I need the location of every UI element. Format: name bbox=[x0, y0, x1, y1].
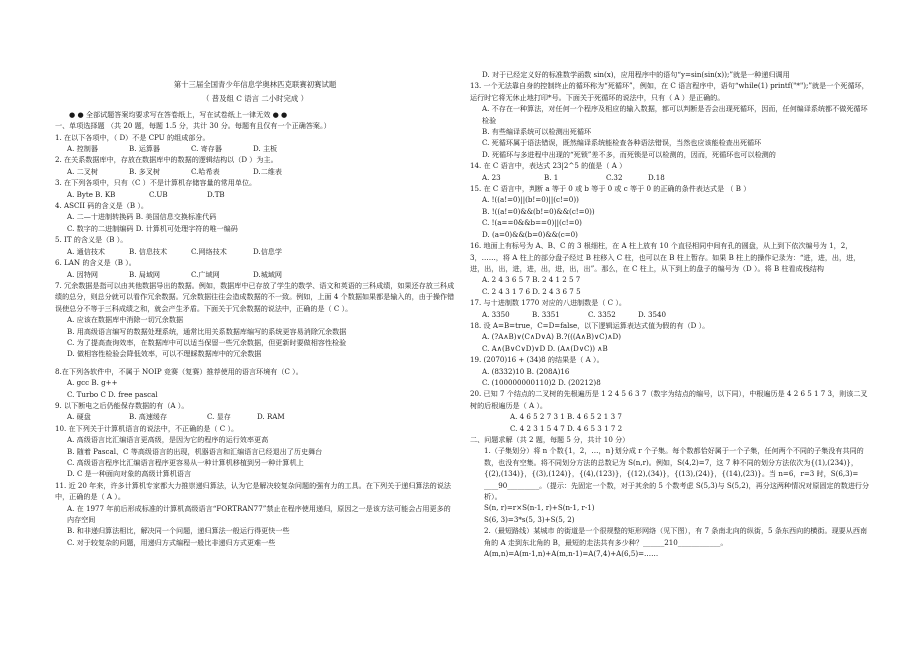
q3-options bbox=[55, 189, 455, 200]
q8-line-1: A. gcc B. g++ bbox=[67, 378, 118, 388]
q19-line-2: C. (100000000110)2 D. (20212)8 bbox=[482, 377, 601, 387]
q9-stem: 9. 以下断电之后仍能保存数据的有（A ）。 bbox=[55, 400, 189, 410]
q1-option-a: A. 控制器 bbox=[67, 144, 98, 154]
q17-options bbox=[470, 309, 870, 320]
q4-line-2: C. 数字的二进制编码 D. 计算机可处理字符的唯一编码 bbox=[67, 223, 238, 233]
q1-option-c: C. 寄存器 bbox=[191, 144, 222, 154]
q13-line-c: C. 死循环属于语法错误，既然编译系统能检查各种语法错误，当然也应该能检查出死循环 bbox=[482, 138, 762, 148]
q6-option-a: A. 因特网 bbox=[67, 269, 98, 279]
q14-option-d: D.18 bbox=[648, 172, 665, 182]
q17-option-b: B. 3351 bbox=[532, 309, 560, 319]
q17-stem: 17. 与十进制数 1770 对应的八进制数是（ C ）。 bbox=[470, 298, 626, 308]
left-column bbox=[55, 79, 455, 548]
q1-stem: 1. 在以下各项中，（ D）不是 CPU 的组成部分。 bbox=[55, 132, 210, 142]
q18-stem: 18. 设 A=B=true，C=D=false，以下逻辑运算表达式值为假的有（D ）。 bbox=[470, 320, 710, 330]
q5-options bbox=[55, 246, 455, 257]
q14-option-a: A. 23 bbox=[482, 172, 501, 182]
section2-heading: 二、问题求解（共 2 题，每题 5 分，共计 10 分） bbox=[470, 435, 630, 444]
q13-line-b: B. 有些编译系统可以检测出死循环 bbox=[482, 127, 592, 137]
q13-stem: 13. 一个无法靠自身的控制终止的循环称为“死循环”，例如，在 C 语言程序中，语句“while(1) printf("*");”就是一个死循环，运行时它将无休止地打印*号。下面关于死循环的说法中，只有（ A ）是正确的。 bbox=[470, 81, 869, 102]
problem2-text: 2.（最短路线）某城市 的街道是一个很规整的矩形网络（见下图），有 7 条南北向的纵街，5 条东西向的横街。现要从西南角的 A 走到东北角的 B，最短的走法共有多少种？______210____________。 bbox=[484, 526, 868, 547]
q13-line-d: D. 死循环与多进程中出现的“死锁”差不多，而死锁是可以检测的，因而，死循环也可以检测的 bbox=[482, 149, 776, 159]
q9-option-c: C. 显存 bbox=[207, 412, 231, 422]
q3-option-d: D.TB bbox=[207, 189, 225, 199]
q2-option-a: A. 二叉树 bbox=[67, 166, 98, 176]
problem2-formula: A(m,n)=A(m-1,n)+A(m,n-1)=A(7,4)+A(6,5)=…… bbox=[484, 549, 659, 559]
q8-line-2: C. Turbo C D. free pascal bbox=[67, 389, 158, 399]
q14-option-c: C.32 bbox=[606, 172, 623, 182]
problem1-text: 1.（子集划分）将 n 个数{1，2，…，n}划分成 r 个子集。每个数都恰好属于一个子集，任何两个不同的子集没有共同的数，也没有空集。将不同划分方法的总数记为 S(n,r)。例如，S(4,2)=7，这 7 种不同的划分方法依次为{(1),(234)}，{(2),(134)}，{(3),(124)}，{(4),(123)}，{(12),(34)}，{(13),(24)}，{(14),(23)}。当 n=6，r=3 时，S(6,3)= ____90_________。（提示：先固定一个数，对于其余的 5 个数考虑 S(5,3)与 S(5,2)，再分这两种情况对原固定的数进行分析）。 bbox=[484, 446, 870, 502]
q14-options bbox=[470, 172, 870, 183]
problem1-formula-1: S(n, r)=r×S(n-1, r)+S(n-1, r-1) bbox=[484, 503, 595, 513]
q20-line-1: A. 4 6 5 2 7 3 1 B. 4 6 5 2 1 3 7 bbox=[510, 412, 622, 422]
q4-line-1: A. 二—十进制转换码 B. 美国信息交换标准代码 bbox=[67, 212, 217, 222]
q14-stem: 14. 在 C 语言中，表达式 23|2^5 的值是（ A ） bbox=[470, 161, 627, 171]
q16-line-2: C. 2 4 3 1 7 6 D. 2 4 3 6 7 5 bbox=[482, 286, 581, 296]
q10-line-c: C. 高级语言程序比汇编语言程序更容易从一种计算机移植到另一种计算机上 bbox=[67, 458, 304, 467]
q3-option-c: C.UB bbox=[149, 189, 168, 199]
q13-line-a: A. 不存在一种算法，对任何一个程序及相应的输入数据，都可以判断是否会出现死循环，因而，任何编译系统都不做死循环检验 bbox=[482, 104, 868, 125]
q19-line-1: A. (8332)10 B. (208A)16 bbox=[482, 366, 570, 376]
q5-option-c: C.网络技术 bbox=[191, 246, 227, 256]
q5-option-b: B. 信息技术 bbox=[129, 246, 168, 256]
q1-option-d: D. 主板 bbox=[253, 144, 278, 154]
q15-line-a: A. !((a!=0)||(b!=0)||(c!=0)) bbox=[482, 195, 579, 205]
q3-stem: 3. 在下列各项中，只有（C ）不是计算机存储容量的常用单位。 bbox=[55, 178, 257, 188]
q17-option-a: A. 3350 bbox=[482, 309, 510, 319]
q17-option-d: D. 3540 bbox=[638, 309, 666, 319]
q6-option-c: C.广域网 bbox=[191, 269, 220, 279]
q7-line-b: B. 用高级语言编写的数据处理系统，通常比用关系数据库编写的系统更容易消除冗余数据 bbox=[67, 326, 347, 336]
q6-option-d: D.城域网 bbox=[253, 269, 282, 279]
q16-line-1: A. 2 4 3 6 5 7 B. 2 4 1 2 5 7 bbox=[482, 275, 581, 285]
q6-stem: 6. LAN 的含义是（B ）。 bbox=[55, 258, 136, 268]
q11-stem: 11. 近 20 年来，许多计算机专家都大力推崇递归算法，认为它是解决较复杂问题的强有力的工具。在下列关于递归算法的说法中，正确的是（ A ）。 bbox=[55, 480, 451, 502]
q2-stem: 2. 在关系数据库中，存放在数据库中的数据的逻辑结构以（D ）为主。 bbox=[55, 155, 278, 165]
q2-option-b: B. 多叉树 bbox=[129, 166, 161, 176]
q10-line-d: D. C 是一种面向对象的高级计算机语言 bbox=[67, 469, 192, 479]
q5-option-d: D.信息学 bbox=[253, 246, 282, 256]
q4-stem: 4. ASCII 码的含义是（B ）。 bbox=[55, 201, 148, 211]
q3-option-ab: A. Byte B. KB bbox=[67, 189, 116, 199]
exam-notice: ● ● 全部试题答案均要求写在答卷纸上，写在试卷纸上一律无效 ● ● bbox=[69, 109, 288, 119]
q7-line-a: A. 应该在数据库中消除一切冗余数据 bbox=[67, 315, 184, 325]
q2-option-c: C.哈希表 bbox=[191, 166, 220, 176]
q7-stem: 7. 冗余数据是指可以由其他数据导出的数据。例如，数据库中已存放了学生的数学、语文和英语的三科成绩，如果还存放三科成绩的总分，则总分就可以看作冗余数据。冗余数据往往会造成数据的不一致。例如，上面 4 个数据如果都是输入的，由于操作错误使总分不等于三科成绩之和，就会产生矛盾。下面关于冗余数据的说法中，正确的是（ C ）。 bbox=[55, 280, 455, 313]
q15-line-d: D. (a=0)&&(b=0)&&(c=0) bbox=[482, 229, 578, 239]
exam-title: 第十三届全国青少年信息学奥林匹克联赛初赛试题 bbox=[173, 80, 337, 89]
q5-option-a: A. 通信技术 bbox=[67, 246, 106, 256]
q10-line-a: A. 高级语言比汇编语言更高级，是因为它的程序的运行效率更高 bbox=[67, 435, 269, 445]
q1-options bbox=[55, 143, 455, 154]
q10-line-b: B. 随着 Pascal、C 等高级语言的出现，机器语言和汇编语言已经退出了历史舞台 bbox=[67, 446, 323, 456]
q5-stem: 5. IT 的含义是（B ）。 bbox=[55, 235, 128, 245]
q11-line-a: A. 在 1977 年前后形成标准的计算机高级语言“FORTRAN77”禁止在程序使用递归，原因之一是该方法可能会占用更多的内存空间 bbox=[67, 503, 451, 525]
q11-line-d: D. 对于已经定义好的标准数学函数 sin(x)，应用程序中的语句“y=sin(sin(x));”就是一种递归调用 bbox=[482, 70, 790, 79]
q1-option-b: B. 运算器 bbox=[129, 144, 161, 154]
q2-options bbox=[55, 166, 455, 177]
q11-line-b: B. 和非递归算法相比，解决同一个问题，递归算法一般运行得更快一些 bbox=[67, 526, 290, 536]
q10-stem: 10. 在下列关于计算机语言的说法中，不正确的是（ C ）。 bbox=[55, 423, 239, 433]
q17-option-c: C. 3352 bbox=[588, 309, 616, 319]
q18-line-1: A. (?A∧B)∨(C∧D∨A) B.?(((A∧B)∨C)∧D) bbox=[482, 332, 622, 342]
q14-option-b: B. 1 bbox=[544, 172, 559, 182]
q11-line-c: C. 对于较复杂的问题，用递归方式编程一般比非递归方式更难一些 bbox=[67, 537, 276, 547]
q9-options bbox=[55, 411, 455, 422]
q9-option-d: D. RAM bbox=[257, 412, 285, 422]
q7-line-c: C. 为了提高查询效率，在数据库中可以适当保留一些冗余数据，但更新时要做相容性检验 bbox=[67, 337, 347, 347]
q20-stem: 20. 已知 7 个结点的二叉树的先根遍历是 1 2 4 5 6 3 7（数字为结点的编号，以下同），中根遍历是 4 2 6 5 1 7 3，则该二叉树的后根遍历是（ A ）。 bbox=[470, 389, 868, 410]
q6-option-b: B. 局域网 bbox=[129, 269, 161, 279]
q8-stem: 8.在下列各软件中，不属于 NOIP 竞赛（复赛）推荐使用的语言环境有（C ）。 bbox=[55, 366, 303, 376]
section1-heading: 一、单项选择题 （共 20 题，每题 1.5 分，共计 30 分。每题有且仅有一个正确答案。） bbox=[55, 121, 331, 131]
q9-option-b: B. 高速缓存 bbox=[129, 412, 168, 422]
exam-subtitle: （ 普及组 C 语言 二小时完成 ） bbox=[201, 94, 309, 104]
q16-stem: 16. 地面上有标号为 A、B、C 的 3 根细柱，在 A 柱上放有 10 个直径相同中间有孔的圆盘，从上到下依次编号为 1，2，3，……，将 A 柱上的部分盘子经过 B 柱移入 C 柱，也可以在 B 柱上暂存。如果 B 柱上的操作记录为：“进，进，出，进，进，出，出，进，进，出，进，出，出”。那么，在 C 柱上，从下到上的盘子的编号为（D ）。将 B 柱看成栈结构 bbox=[470, 241, 861, 273]
q19-stem: 19. (2070)16 + (34)8 的结果是（ A ）。 bbox=[470, 355, 604, 365]
q18-line-2: C. A∧(B∨C∨D)∨D D. (A∧(D∨C)) ∧B bbox=[482, 343, 608, 353]
q15-line-b: B. !((a!=0)&&(b!=0)&&(c!=0)) bbox=[482, 206, 595, 216]
q9-option-a: A. 硬盘 bbox=[67, 412, 91, 422]
right-column bbox=[470, 69, 870, 559]
q6-options bbox=[55, 269, 455, 280]
problem1-formula-2: S(6, 3)=3*s(5, 3)+S(5, 2) bbox=[484, 514, 575, 524]
q15-stem: 15. 在 C 语言中，判断 a 等于 0 或 b 等于 0 或 c 等于 0 的正确的条件表达式是 （ B ） bbox=[470, 184, 751, 194]
q20-line-2: C. 4 2 3 1 5 4 7 D. 4 6 5 3 1 7 2 bbox=[510, 423, 623, 433]
q2-option-d: D.二维表 bbox=[253, 166, 282, 176]
q15-line-c: C. !(a==0&&b==0)||(c!=0) bbox=[482, 218, 582, 228]
q7-line-d: D. 做相容性检验会降低效率，可以不理睬数据库中的冗余数据 bbox=[67, 349, 262, 359]
